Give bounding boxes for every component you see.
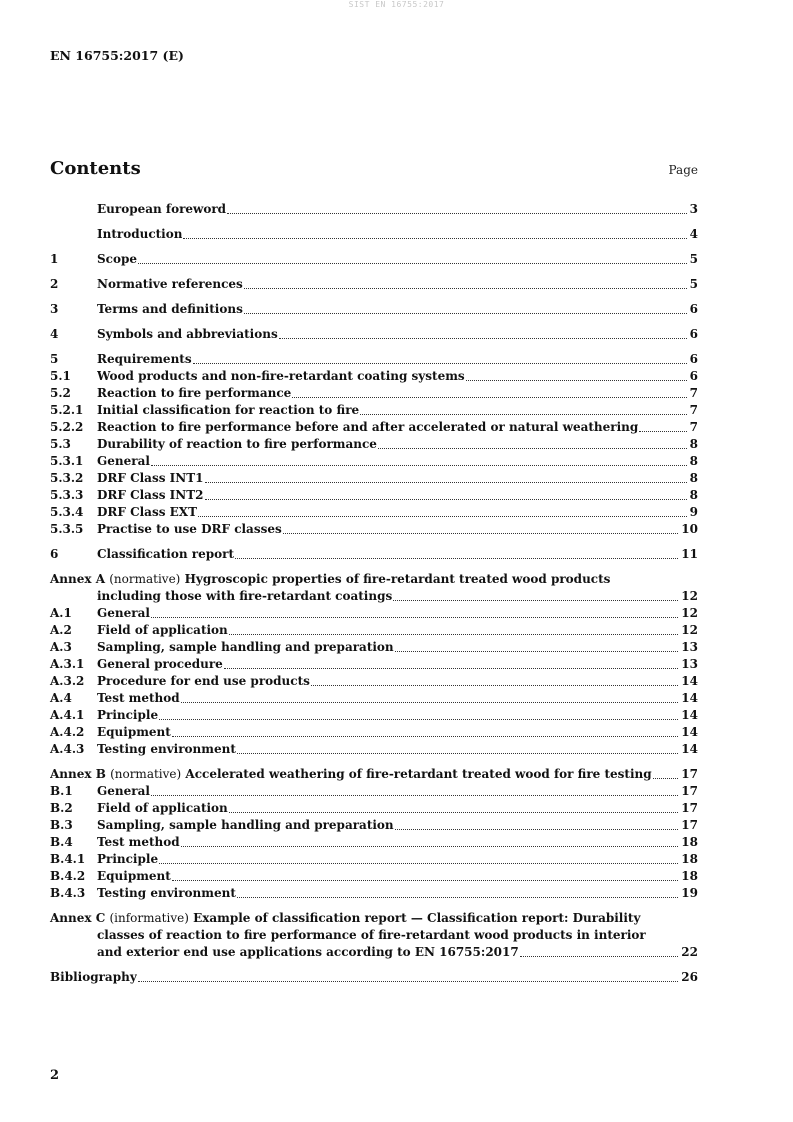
section-number: A.4.2 (50, 725, 85, 739)
annex-c-label: Annex C (50, 911, 106, 925)
toc-entry[interactable] (50, 521, 698, 538)
section-title: DRF Class INT2 (97, 488, 204, 502)
toc-entry[interactable] (50, 673, 698, 690)
toc-entry[interactable] (50, 385, 698, 402)
toc-entry[interactable] (50, 351, 698, 368)
page-ref: 9 (689, 505, 698, 519)
section-title: Test method (97, 835, 180, 849)
annex-a-items (50, 605, 698, 758)
leader-dots (151, 465, 687, 466)
toc-entry[interactable] (50, 226, 698, 243)
section-number: 2 (50, 277, 59, 291)
toc-entry[interactable] (50, 639, 698, 656)
leader-dots (159, 719, 678, 720)
section-title: Scope (97, 252, 138, 266)
toc-annex-b[interactable] (50, 766, 698, 902)
toc-entry[interactable] (50, 741, 698, 758)
toc-entry[interactable] (50, 707, 698, 724)
section-title: European foreword (97, 202, 227, 216)
leader-dots (639, 431, 686, 432)
section-title: Testing environment (97, 886, 236, 900)
toc-entry[interactable] (50, 276, 698, 293)
page-ref: 12 (681, 606, 698, 620)
section-number: B.2 (50, 801, 73, 815)
page-ref: 17 (681, 784, 698, 798)
page-ref: 11 (681, 547, 698, 561)
section-title: Classification report (97, 547, 234, 561)
section-title: Sampling, sample handling and preparation (97, 818, 394, 832)
annex-b-items (50, 783, 698, 902)
leader-dots (360, 414, 686, 415)
leader-dots (244, 288, 687, 289)
page-ref: 13 (681, 640, 698, 654)
page-ref: 8 (689, 454, 698, 468)
page-ref: 12 (681, 623, 698, 637)
toc-entry[interactable] (50, 868, 698, 885)
annex-b-type: (normative) (110, 767, 182, 781)
page-ref: 19 (681, 886, 698, 900)
section-number: 5.3.1 (50, 454, 84, 468)
annex-a-heading[interactable] (50, 571, 698, 588)
leader-dots (172, 880, 678, 881)
toc-entry[interactable] (50, 546, 698, 563)
watermark: SIST EN 16755:2017 (348, 0, 445, 9)
toc-entry[interactable] (50, 470, 698, 487)
leader-dots (311, 685, 678, 686)
section-title: Principle (97, 708, 159, 722)
toc-main-section (50, 201, 698, 563)
leader-dots (395, 651, 679, 652)
section-number: 5.2.2 (50, 420, 84, 434)
leader-dots (227, 213, 687, 214)
section-title: Equipment (97, 869, 171, 883)
document-id: EN 16755:2017 (E) (50, 48, 184, 63)
section-title: General (97, 784, 150, 798)
annex-a-page: 12 (681, 589, 698, 603)
section-title: Durability of reaction to fire performance (97, 437, 377, 451)
toc-entry[interactable] (50, 436, 698, 453)
section-title: General procedure (97, 657, 223, 671)
leader-dots (151, 617, 678, 618)
section-number: 6 (50, 547, 59, 561)
leader-dots (183, 238, 686, 239)
annex-a-heading-cont[interactable] (50, 588, 698, 605)
section-number: B.4.1 (50, 852, 86, 866)
page-ref: 6 (689, 327, 698, 341)
section-number: B.4.3 (50, 886, 86, 900)
annex-b-page: 17 (681, 767, 698, 781)
section-number: 4 (50, 327, 59, 341)
leader-dots (224, 668, 678, 669)
page-ref: 18 (681, 869, 698, 883)
toc-entry[interactable] (50, 690, 698, 707)
section-title: Practise to use DRF classes (97, 522, 282, 536)
annex-c-title-line1: Example of classification report — Classification report: Durability (193, 911, 641, 925)
toc-entry[interactable] (50, 817, 698, 834)
toc-entry[interactable] (50, 656, 698, 673)
leader-dots (193, 363, 687, 364)
section-number: A.4.3 (50, 742, 85, 756)
leader-dots (159, 863, 678, 864)
page-ref: 17 (681, 818, 698, 832)
section-number: A.3.1 (50, 657, 85, 671)
annex-b-heading[interactable] (50, 766, 698, 783)
annex-b-label: Annex B (50, 767, 106, 781)
page-ref: 4 (689, 227, 698, 241)
section-title: Field of application (97, 623, 228, 637)
section-number: 5.3.5 (50, 522, 84, 536)
toc-entry[interactable] (50, 605, 698, 622)
page-column-label: Page (668, 163, 698, 177)
section-number: 5.2 (50, 386, 71, 400)
toc-entry[interactable] (50, 453, 698, 470)
section-title: Equipment (97, 725, 171, 739)
leader-dots (229, 812, 679, 813)
leader-dots (378, 448, 687, 449)
page-ref: 6 (689, 352, 698, 366)
toc-entry[interactable] (50, 834, 698, 851)
section-number: B.1 (50, 784, 73, 798)
section-number: 1 (50, 252, 59, 266)
leader-dots (229, 634, 679, 635)
section-title: Sampling, sample handling and preparation (97, 640, 394, 654)
page-ref: 17 (681, 801, 698, 815)
leader-dots (181, 846, 679, 847)
section-title: Initial classification for reaction to fire (97, 403, 360, 417)
page-ref: 8 (689, 471, 698, 485)
section-title: Reaction to fire performance (97, 386, 292, 400)
page-ref: 7 (689, 420, 698, 434)
page-ref: 8 (689, 488, 698, 502)
leader-dots (151, 795, 678, 796)
section-title: Reaction to fire performance before and after accelerated or natural weathering (97, 420, 639, 434)
leader-dots (279, 338, 687, 339)
toc-entry[interactable] (50, 724, 698, 741)
section-number: A.3.2 (50, 674, 85, 688)
toc-entry[interactable] (50, 783, 698, 800)
leader-dots (237, 753, 678, 754)
leader-dots (520, 956, 679, 957)
section-number: 5.3.4 (50, 505, 84, 519)
leader-dots (205, 499, 687, 500)
section-number: A.3 (50, 640, 72, 654)
annex-a-type: (normative) (109, 572, 181, 586)
annex-c-heading[interactable] (50, 910, 698, 927)
leader-dots (393, 600, 678, 601)
toc-entry[interactable] (50, 419, 698, 436)
section-number: 5 (50, 352, 59, 366)
section-number: B.3 (50, 818, 73, 832)
section-number: 5.2.1 (50, 403, 84, 417)
section-title: Principle (97, 852, 159, 866)
bibliography-title: Bibliography (50, 970, 137, 984)
page-ref: 14 (681, 725, 698, 739)
section-title: Requirements (97, 352, 192, 366)
toc-annex-a[interactable] (50, 571, 698, 758)
toc-entry[interactable] (50, 487, 698, 504)
section-title: Test method (97, 691, 180, 705)
contents-title: Contents (50, 158, 141, 179)
section-title: Symbols and abbreviations (97, 327, 278, 341)
toc-entry[interactable] (50, 201, 698, 218)
page-ref: 7 (689, 386, 698, 400)
page-ref: 14 (681, 691, 698, 705)
toc-entry[interactable] (50, 301, 698, 318)
page-ref: 18 (681, 835, 698, 849)
toc-entry[interactable] (50, 851, 698, 868)
section-title: General (97, 606, 150, 620)
section-number: 5.1 (50, 369, 71, 383)
page-ref: 8 (689, 437, 698, 451)
leader-dots (205, 482, 687, 483)
annex-c-title-line3: and exterior end use applications according to EN 16755:2017 (97, 945, 519, 959)
section-number: A.2 (50, 623, 72, 637)
annex-c-type: (informative) (109, 911, 189, 925)
page-number: 2 (50, 1068, 60, 1083)
leader-dots (466, 380, 687, 381)
page-ref: 18 (681, 852, 698, 866)
leader-dots (653, 778, 679, 779)
section-title: Introduction (97, 227, 183, 241)
page-ref: 7 (689, 403, 698, 417)
section-title: Terms and definitions (97, 302, 243, 316)
section-title: Wood products and non-fire-retardant coating systems (97, 369, 465, 383)
section-number: B.4 (50, 835, 73, 849)
toc-annex-c[interactable] (50, 910, 698, 961)
toc-entry[interactable] (50, 622, 698, 639)
toc-entry-bibliography[interactable] (50, 969, 698, 986)
section-title: DRF Class INT1 (97, 471, 204, 485)
page-ref: 10 (681, 522, 698, 536)
leader-dots (138, 981, 679, 982)
page-ref: 6 (689, 302, 698, 316)
annex-c-page: 22 (681, 945, 698, 959)
page-ref: 3 (689, 202, 698, 216)
leader-dots (181, 702, 679, 703)
annex-a-title-line2: including those with fire-retardant coatings (97, 589, 393, 603)
table-of-contents (50, 201, 698, 986)
toc-entry[interactable] (50, 326, 698, 343)
page-ref: 5 (689, 277, 698, 291)
section-number: 5.3.2 (50, 471, 84, 485)
page-ref: 5 (689, 252, 698, 266)
section-number: 3 (50, 302, 59, 316)
annex-a-label: Annex A (50, 572, 106, 586)
page-ref: 13 (681, 657, 698, 671)
section-title: Field of application (97, 801, 228, 815)
section-number: 5.3.3 (50, 488, 84, 502)
section-title: Procedure for end use products (97, 674, 310, 688)
leader-dots (395, 829, 679, 830)
section-title: General (97, 454, 150, 468)
page-ref: 14 (681, 708, 698, 722)
leader-dots (244, 313, 687, 314)
annex-b-title: Accelerated weathering of fire-retardant treated wood for fire testing (185, 767, 652, 781)
leader-dots (292, 397, 686, 398)
leader-dots (172, 736, 678, 737)
page-ref: 14 (681, 674, 698, 688)
leader-dots (235, 558, 678, 559)
section-number: B.4.2 (50, 869, 86, 883)
section-number: 5.3 (50, 437, 71, 451)
toc-entry[interactable] (50, 368, 698, 385)
section-title: Normative references (97, 277, 243, 291)
leader-dots (237, 897, 678, 898)
page-ref: 14 (681, 742, 698, 756)
toc-entry[interactable] (50, 885, 698, 902)
toc-entry[interactable] (50, 251, 698, 268)
annex-c-title-line2: classes of reaction to fire performance of fire-retardant wood products in interior (97, 928, 646, 942)
page-ref: 6 (689, 369, 698, 383)
bibliography-page: 26 (681, 970, 698, 984)
annex-c-heading-cont[interactable] (50, 944, 698, 961)
leader-dots (283, 533, 679, 534)
section-title: DRF Class EXT (97, 505, 198, 519)
section-title: Testing environment (97, 742, 236, 756)
annex-a-title-line1: Hygroscopic properties of fire-retardant treated wood products (184, 572, 611, 586)
toc-entry[interactable] (50, 402, 698, 419)
toc-entry[interactable] (50, 504, 698, 521)
toc-entry[interactable] (50, 800, 698, 817)
section-number: A.1 (50, 606, 72, 620)
section-number: A.4.1 (50, 708, 85, 722)
section-number: A.4 (50, 691, 72, 705)
leader-dots (138, 263, 687, 264)
leader-dots (198, 516, 687, 517)
